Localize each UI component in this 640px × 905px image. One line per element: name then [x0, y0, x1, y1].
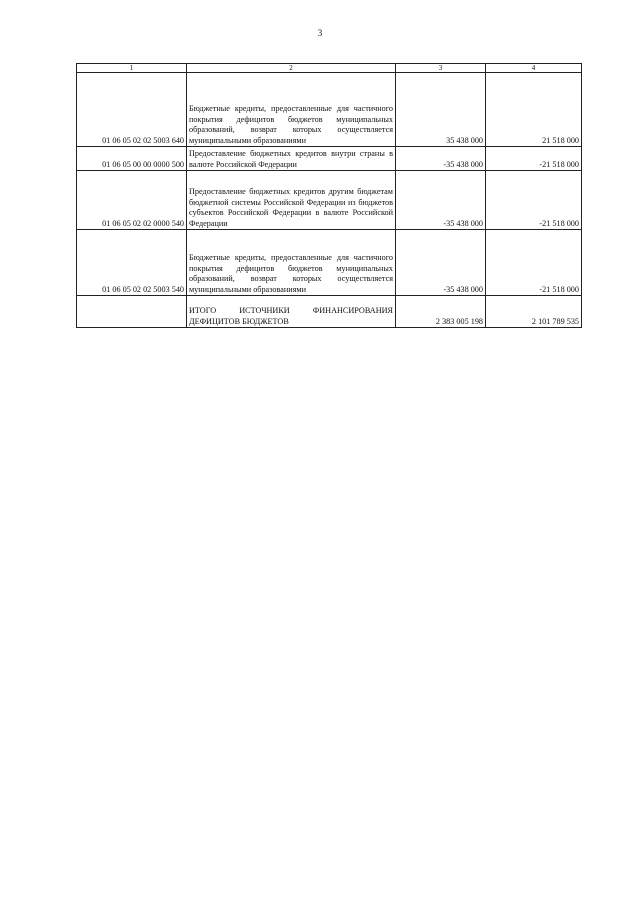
value-col3-cell: -35 438 000 [396, 171, 486, 230]
value-col3-cell: 35 438 000 [396, 73, 486, 147]
value-col3-cell: -35 438 000 [396, 147, 486, 171]
value-col4-cell: -21 518 000 [486, 230, 582, 296]
description-cell: Предоставление бюджетных кредитов внутри страны в валюте Российской Федерации [187, 147, 396, 171]
budget-code-cell: 01 06 05 02 02 5003 640 [77, 73, 187, 147]
column-header-1: 1 [77, 64, 187, 73]
column-header-4: 4 [486, 64, 582, 73]
value-col3-cell: -35 438 000 [396, 230, 486, 296]
table-row [77, 147, 582, 171]
budget-code-cell [77, 296, 187, 328]
page-number: 3 [317, 28, 323, 38]
value-col4-cell: 21 518 000 [486, 73, 582, 147]
budget-code-cell: 01 06 05 00 00 0000 500 [77, 147, 187, 171]
financing-sources-table [76, 63, 582, 328]
budget-code-cell: 01 06 05 02 02 0000 540 [77, 171, 187, 230]
value-col4-cell: -21 518 000 [486, 147, 582, 171]
budget-code-cell: 01 06 05 02 02 5003 540 [77, 230, 187, 296]
table-total-row [77, 296, 582, 328]
description-cell: Бюджетные кредиты, предоставленные для частичного покрытия дефицитов бюджетов муниципальных образований, возврат которых осуществляется муниципальными образованиями [187, 73, 396, 147]
total-value-col3-cell: 2 383 005 198 [396, 296, 486, 328]
total-description-cell: ИТОГО ИСТОЧНИКИ ФИНАНСИРОВАНИЯ ДЕФИЦИТОВ БЮДЖЕТОВ [187, 296, 396, 328]
table-row [77, 230, 582, 296]
total-value-col4-cell: 2 101 789 535 [486, 296, 582, 328]
table-row [77, 73, 582, 147]
description-cell: Бюджетные кредиты, предоставленные для частичного покрытия дефицитов бюджетов муниципальных образований, возврат которых осуществляется муниципальными образованиями [187, 230, 396, 296]
value-col4-cell: -21 518 000 [486, 171, 582, 230]
column-header-2: 2 [187, 64, 396, 73]
table-row [77, 171, 582, 230]
table-header-row [77, 64, 582, 73]
description-cell: Предоставление бюджетных кредитов другим бюджетам бюджетной системы Российской Федерации из бюджетов субъектов Российской Федерации в валюте Российской Федерации [187, 171, 396, 230]
column-header-3: 3 [396, 64, 486, 73]
